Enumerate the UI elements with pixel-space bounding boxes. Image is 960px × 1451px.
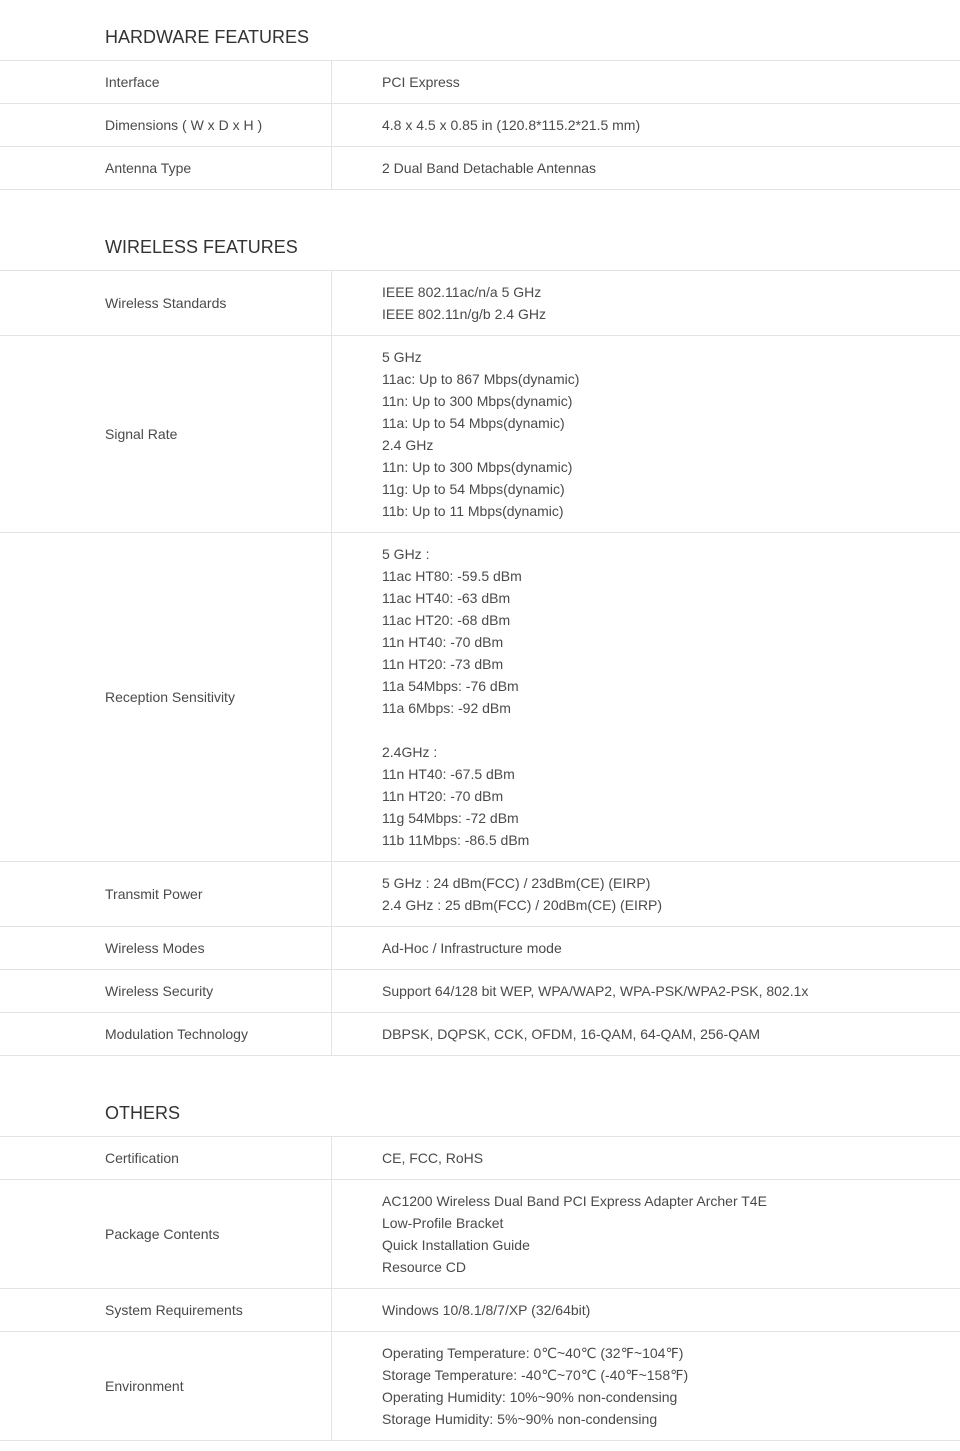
spec-row (0, 1137, 960, 1180)
spec-line: 2.4 GHz (382, 437, 434, 453)
spec-line: 11n: Up to 300 Mbps(dynamic) (382, 459, 573, 475)
spec-row (0, 1332, 960, 1441)
spec-line: 11a 54Mbps: -76 dBm (382, 678, 519, 694)
spec-value (332, 970, 960, 1012)
spec-label: Wireless Standards (0, 271, 332, 335)
spec-value (332, 147, 960, 189)
spec-label: Modulation Technology (0, 1013, 332, 1055)
spec-label: Reception Sensitivity (0, 533, 332, 861)
spec-row (0, 1289, 960, 1332)
spec-line: Operating Temperature: 0℃~40℃ (32℉~104℉) (382, 1345, 684, 1361)
spec-value (332, 336, 960, 532)
spec-value (332, 104, 960, 146)
section-wireless-features (0, 210, 960, 1056)
spec-line: Low-Profile Bracket (382, 1215, 504, 1231)
spec-label: Certification (0, 1137, 332, 1179)
section-title: HARDWARE FEATURES (105, 27, 310, 47)
section-others (0, 1076, 960, 1441)
spec-line: AC1200 Wireless Dual Band PCI Express Adapter Archer T4E (382, 1193, 767, 1209)
spec-line: 5 GHz (382, 349, 422, 365)
spec-line: 11n: Up to 300 Mbps(dynamic) (382, 393, 573, 409)
spec-line: 11n HT20: -70 dBm (382, 788, 504, 804)
spec-label: Dimensions ( W x D x H ) (0, 104, 332, 146)
spec-table (0, 270, 960, 1056)
spec-label: Wireless Security (0, 970, 332, 1012)
spec-label: Interface (0, 61, 332, 103)
spec-row (0, 970, 960, 1013)
spec-label: System Requirements (0, 1289, 332, 1331)
spec-row (0, 1013, 960, 1056)
spec-label: Antenna Type (0, 147, 332, 189)
spec-line: 11ac HT40: -63 dBm (382, 590, 511, 606)
spec-row (0, 533, 960, 862)
spec-value (332, 1013, 960, 1055)
spec-line: 5 GHz : (382, 546, 430, 562)
spec-line: 2 Dual Band Detachable Antennas (382, 160, 597, 176)
spec-label: Signal Rate (0, 336, 332, 532)
spec-value (332, 1137, 960, 1179)
spec-line: 11a: Up to 54 Mbps(dynamic) (382, 415, 565, 431)
spec-line: 11ac: Up to 867 Mbps(dynamic) (382, 371, 580, 387)
spec-line: Windows 10/8.1/8/7/XP (32/64bit) (382, 1302, 591, 1318)
section-title: OTHERS (105, 1103, 181, 1123)
spec-label: Wireless Modes (0, 927, 332, 969)
spec-line: 11a 6Mbps: -92 dBm (382, 700, 511, 716)
spec-row (0, 927, 960, 970)
spec-value (332, 1332, 960, 1440)
spec-line: Support 64/128 bit WEP, WPA/WAP2, WPA-PSK/WPA2-PSK, 802.1x (382, 983, 809, 999)
spec-line: Storage Humidity: 5%~90% non-condensing (382, 1411, 658, 1427)
spec-line: 11b: Up to 11 Mbps(dynamic) (382, 503, 564, 519)
spec-value (332, 271, 960, 335)
spec-line-blank (382, 719, 960, 741)
spec-line: 11n HT40: -67.5 dBm (382, 766, 515, 782)
spec-label: Transmit Power (0, 862, 332, 926)
spec-table (0, 1136, 960, 1441)
spec-line: Operating Humidity: 10%~90% non-condensing (382, 1389, 678, 1405)
spec-value (332, 1180, 960, 1288)
spec-line: 11ac HT20: -68 dBm (382, 612, 511, 628)
section-hardware-features (0, 0, 960, 190)
spec-line: 11n HT20: -73 dBm (382, 656, 504, 672)
spec-row (0, 61, 960, 104)
spec-line: 2.4GHz : (382, 744, 438, 760)
spec-row (0, 147, 960, 190)
spec-line: 11n HT40: -70 dBm (382, 634, 504, 650)
spec-row (0, 862, 960, 927)
spec-line: Ad-Hoc / Infrastructure mode (382, 940, 562, 956)
spec-value (332, 1289, 960, 1331)
spec-line: 11b 11Mbps: -86.5 dBm (382, 832, 530, 848)
spec-line: Storage Temperature: -40℃~70℃ (-40℉~158℉) (382, 1367, 689, 1383)
spec-row (0, 104, 960, 147)
spec-label: Package Contents (0, 1180, 332, 1288)
spec-line: 11g: Up to 54 Mbps(dynamic) (382, 481, 565, 497)
spec-value (332, 927, 960, 969)
spec-line: CE, FCC, RoHS (382, 1150, 484, 1166)
section-title: WIRELESS FEATURES (105, 237, 298, 257)
spec-value (332, 533, 960, 861)
spec-line: Quick Installation Guide (382, 1237, 530, 1253)
spec-line: 4.8 x 4.5 x 0.85 in (120.8*115.2*21.5 mm) (382, 117, 641, 133)
spec-line: IEEE 802.11n/g/b 2.4 GHz (382, 306, 546, 322)
spec-row (0, 336, 960, 533)
spec-line: Resource CD (382, 1259, 467, 1275)
spec-line: IEEE 802.11ac/n/a 5 GHz (382, 284, 542, 300)
spec-line: 11g 54Mbps: -72 dBm (382, 810, 519, 826)
spec-line: 5 GHz : 24 dBm(FCC) / 23dBm(CE) (EIRP) (382, 875, 651, 891)
spec-line: 11ac HT80: -59.5 dBm (382, 568, 522, 584)
spec-line: PCI Express (382, 74, 460, 90)
spec-row (0, 271, 960, 336)
spec-table (0, 60, 960, 190)
spec-label: Environment (0, 1332, 332, 1440)
spec-row (0, 1180, 960, 1289)
spec-line: DBPSK, DQPSK, CCK, OFDM, 16-QAM, 64-QAM, 256-QAM (382, 1026, 761, 1042)
spec-line: 2.4 GHz : 25 dBm(FCC) / 20dBm(CE) (EIRP) (382, 897, 663, 913)
spec-value (332, 862, 960, 926)
spec-value (332, 61, 960, 103)
